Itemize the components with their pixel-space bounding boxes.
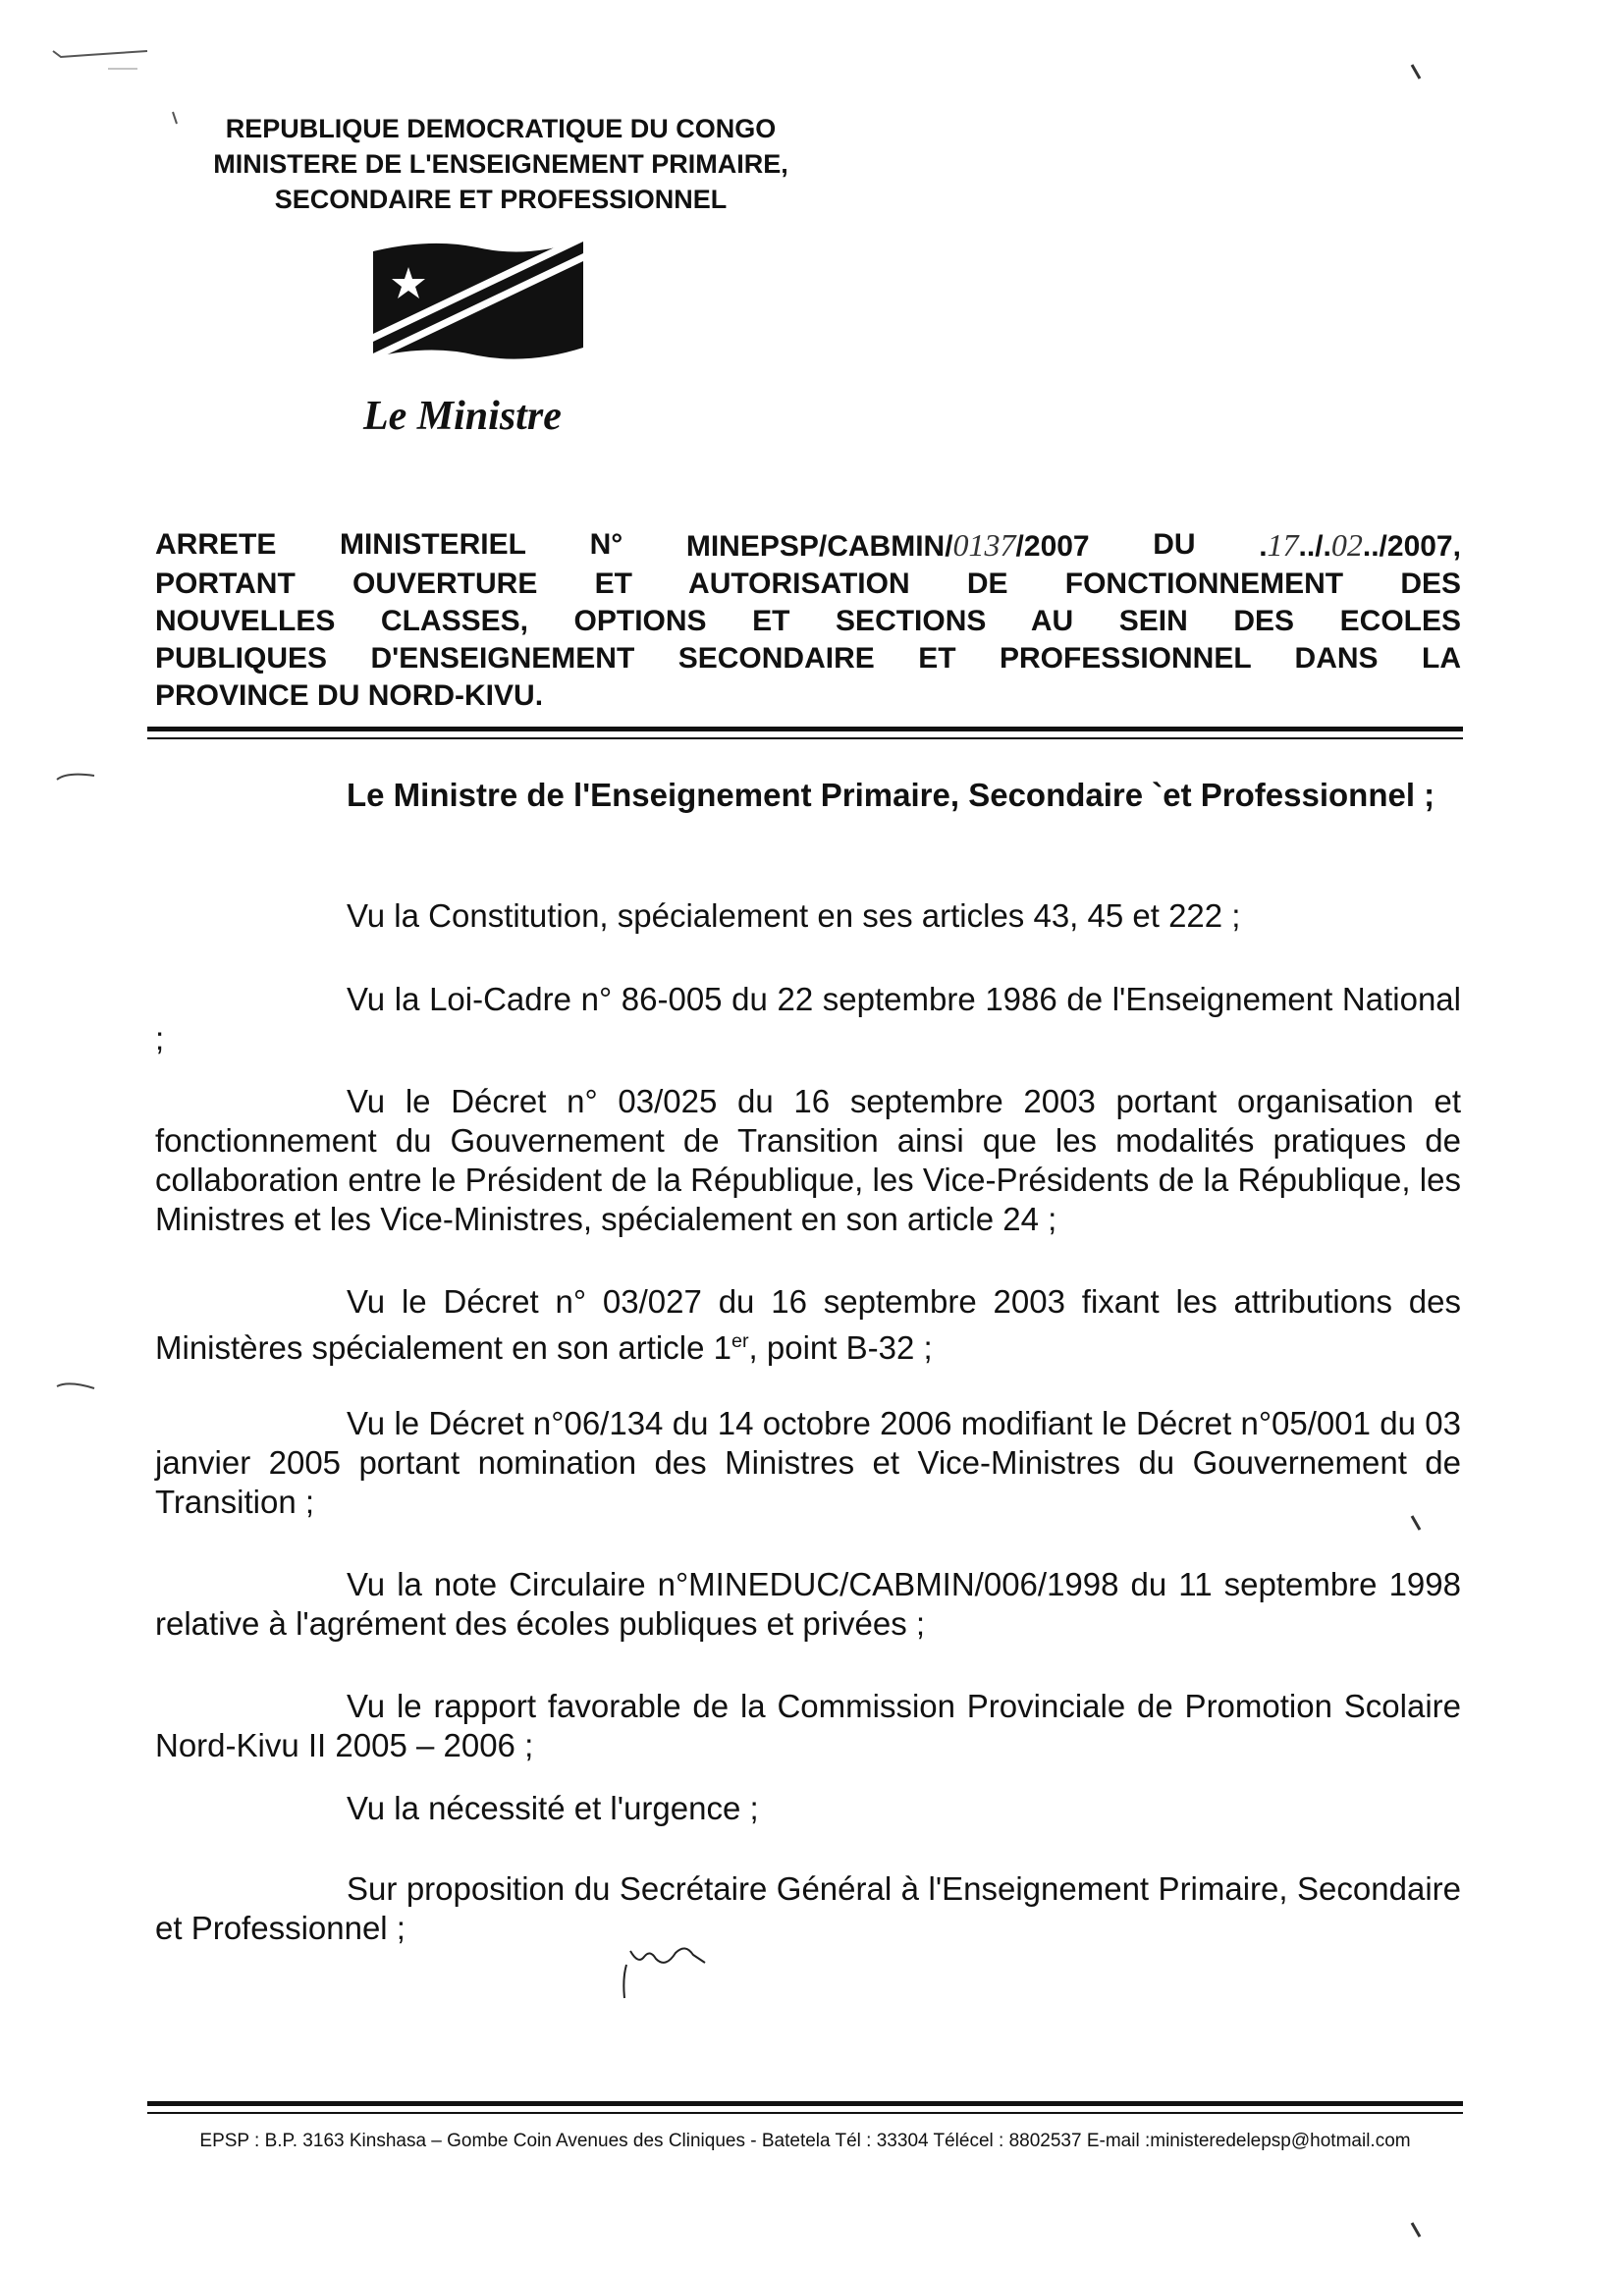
scan-artifact-top-right [1408, 61, 1428, 84]
citation-constitution: Vu la Constitution, spécialement en ses articles 43, 45 et 222 ; [347, 897, 1241, 934]
decree-title-line-1: ARRETE MINISTERIEL N° MINEPSP/CABMIN/0137/2007 DU .17../.02../2007, [155, 526, 1461, 566]
body-vu6 [155, 1565, 1461, 1644]
body-vu2 [155, 980, 1461, 1058]
decree-title-line-2: PORTANT OUVERTURE ET AUTORISATION DE FONCTIONNEMENT DES [155, 568, 1461, 600]
header-country: REPUBLIQUE DEMOCRATIQUE DU CONGO [225, 114, 777, 143]
citation-decret-06-134: Vu le Décret n°06/134 du 14 octobre 2006 modifiant le Décret n°05/001 du 03 janvier 2005 portant nomination des Ministres et Vice-Ministres du Gouvernement de Transition ; [155, 1405, 1461, 1520]
handwritten-initials [617, 1929, 734, 2008]
footer-contact: EPSP : B.P. 3163 Kinshasa – Gombe Coin Avenues des Cliniques - Batetela Tél : 33304 Télécel : 8802537 E-mail :ministeredelepsp@hotmail.com [199, 2131, 1411, 2151]
citation-decret-03-027: Vu le Décret n° 03/027 du 16 septembre 2003 fixant les attributions des Ministères spécialement en son article 1er, point B-32 ; [155, 1283, 1461, 1366]
header-ministry: MINISTERE DE L'ENSEIGNEMENT PRIMAIRE, [213, 149, 788, 179]
decree-title-line-4: PUBLIQUES D'ENSEIGNEMENT SECONDAIRE ET PROFESSIONNEL DANS LA [155, 642, 1461, 675]
handwritten-day: 17 [1267, 527, 1299, 563]
body-vu9 [155, 1869, 1461, 1948]
decree-date: .17../.02../2007, [1259, 527, 1461, 563]
body-intro [155, 776, 1461, 815]
footer-divider-thin [147, 2112, 1463, 2114]
body-vu1 [155, 896, 1461, 936]
decree-title-line-5: PROVINCE DU NORD-KIVU. [155, 679, 544, 712]
citation-decret-03-025: Vu le Décret n° 03/025 du 16 septembre 2003 portant organisation et fonctionnement du Gouvernement de Transition ainsi que les modalités pratiques de collaboration entre le Président de la République, les Vice-Présidents de la République, les Ministres et les Vice-Ministres, spécialement en son article 24 ; [155, 1083, 1461, 1237]
minister-title: Le Ministre [363, 394, 562, 439]
body-vu7 [155, 1687, 1461, 1765]
citation-loi-cadre: Vu la Loi-Cadre n° 86-005 du 22 septembre 1986 de l'Enseignement National ; [155, 981, 1461, 1056]
header-ministry-cont: SECONDAIRE ET PROFESSIONNEL [274, 185, 728, 214]
handwritten-month: 02 [1330, 527, 1363, 563]
citation-note-circulaire: Vu la note Circulaire n°MINEDUC/CABMIN/006/1998 du 11 septembre 1998 relative à l'agrément des écoles publiques et privées ; [155, 1566, 1461, 1642]
citation-rapport-commission: Vu le rapport favorable de la Commission Provinciale de Promotion Scolaire Nord-Kivu II 2005 – 2006 ; [155, 1688, 1461, 1763]
body-vu4 [155, 1282, 1461, 1368]
scan-artifact-top-left [49, 39, 167, 79]
decree-reference: MINEPSP/CABMIN/0137/2007 [685, 527, 1090, 563]
scan-artifact-left-2 [55, 1375, 98, 1394]
citation-necessite: Vu la nécessité et l'urgence ; [347, 1790, 759, 1826]
body-vu8 [155, 1789, 1461, 1828]
decree-title-line-3: NOUVELLES CLASSES, OPTIONS ET SECTIONS AU SEIN DES ECOLES [155, 605, 1461, 637]
body-vu3 [155, 1082, 1461, 1239]
body-vu5 [155, 1404, 1461, 1522]
handwritten-decree-number: 0137 [952, 527, 1016, 563]
title-divider-thin [147, 737, 1463, 739]
scan-artifact-right [1408, 1512, 1428, 1536]
scan-artifact-left-1 [55, 766, 98, 785]
footer-divider-thick [147, 2101, 1463, 2106]
title-divider-thick [147, 727, 1463, 731]
intro-paragraph: Le Ministre de l'Enseignement Primaire, Secondaire `et Professionnel ; [347, 777, 1435, 813]
citation-proposition: Sur proposition du Secrétaire Général à l'Enseignement Primaire, Secondaire et Professionnel ; [155, 1870, 1461, 1946]
drc-flag-emblem [371, 232, 585, 369]
scan-artifact-bottom-right [1408, 2219, 1428, 2243]
decree-title [155, 526, 1461, 715]
scan-artifact-header-tick [167, 108, 187, 132]
